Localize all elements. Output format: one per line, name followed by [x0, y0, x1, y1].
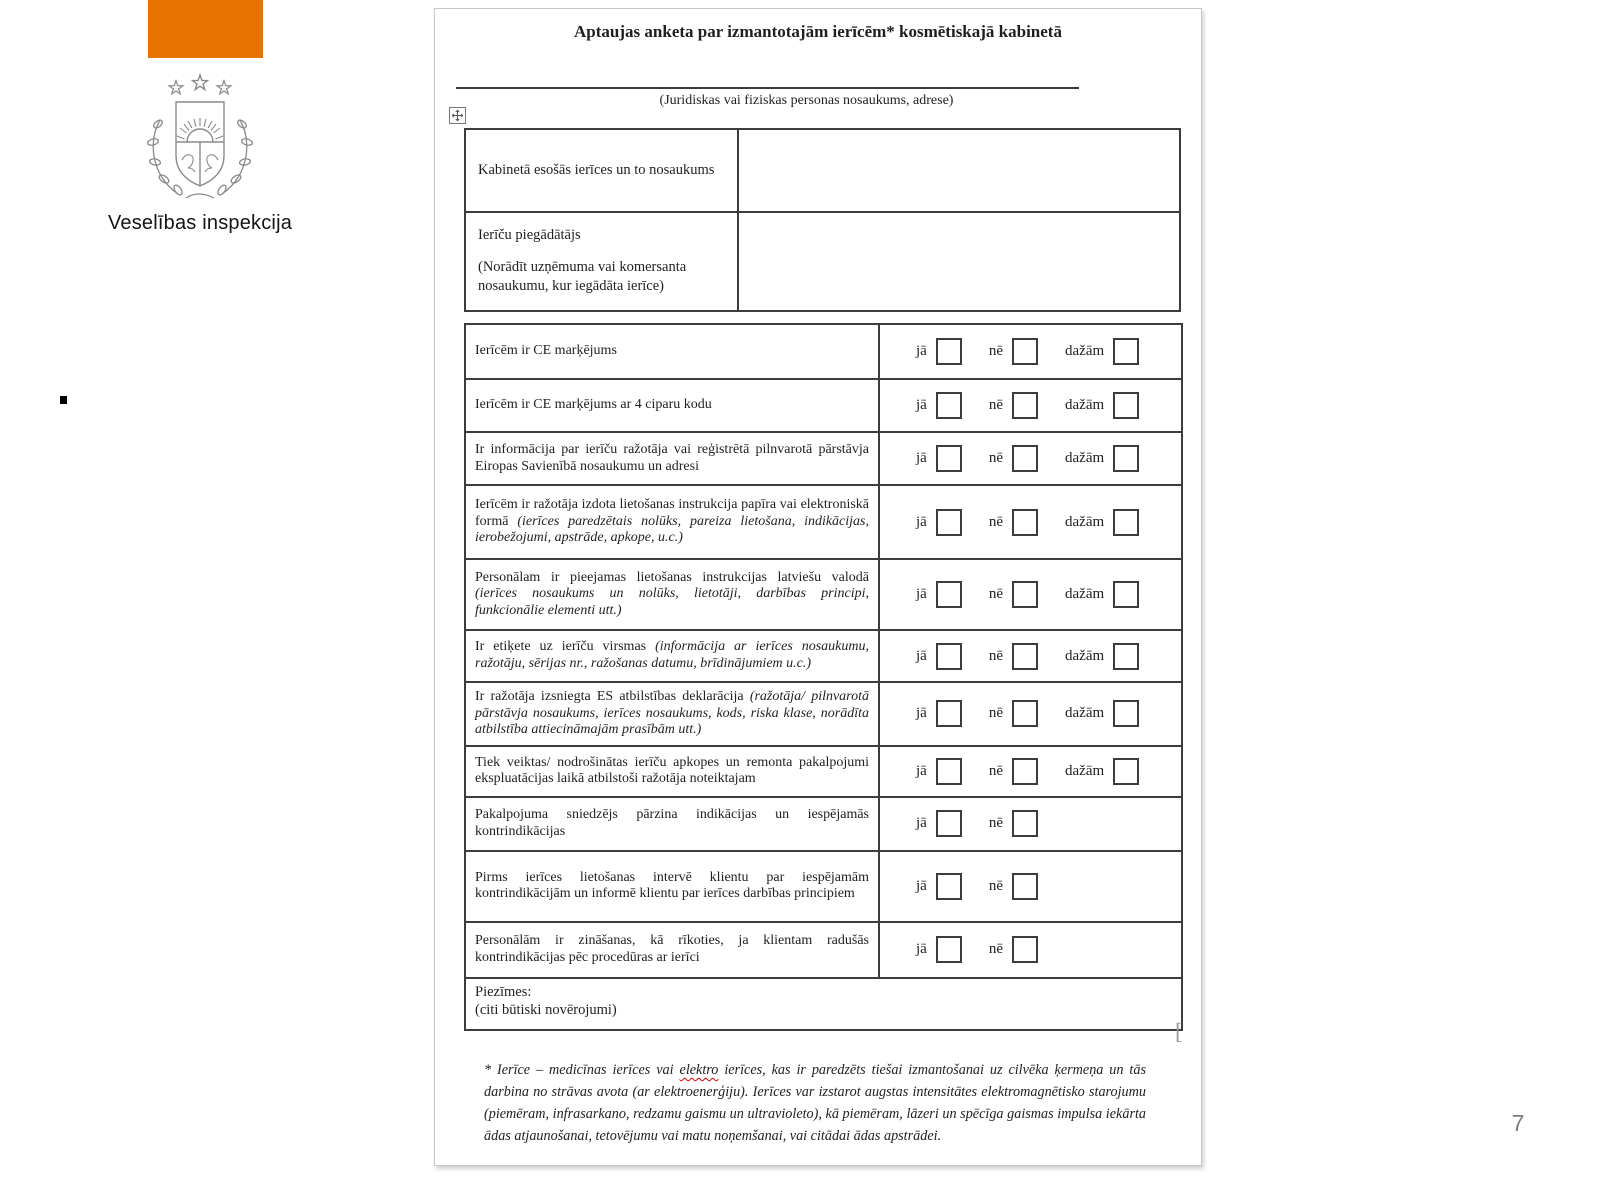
- option-no-label: nē: [988, 397, 1003, 413]
- question-cell: [465, 851, 879, 922]
- option-yes-checkbox[interactable]: [936, 643, 962, 670]
- info-table: [464, 128, 1181, 312]
- option-yes: [916, 873, 962, 900]
- option-some-checkbox[interactable]: [1113, 758, 1139, 785]
- options-cell: [879, 432, 1182, 485]
- info-row-label: Ierīču piegādātājs: [478, 227, 581, 244]
- question-text: Ierīcēm ir CE marķējums ar 4 ciparu kodu: [475, 397, 712, 413]
- option-some-label: dažām: [1065, 705, 1105, 722]
- bullet-marker: [60, 396, 67, 404]
- option-no-label: nē: [988, 762, 1003, 779]
- options-cell: [879, 797, 1182, 851]
- question-text: Ir informācija par ierīču ražotāja vai reģistrētā pilnvarotā pārstāvja Eiropas Savienībā nosaukumu un adresi: [475, 441, 869, 474]
- option-some: [1065, 758, 1139, 785]
- checklist-row: [465, 922, 1182, 978]
- document-page: [434, 8, 1202, 1166]
- info-row-value-field[interactable]: [738, 212, 1180, 311]
- option-yes: [916, 445, 962, 472]
- option-no: [989, 509, 1038, 536]
- option-no-label: nē: [988, 647, 1003, 664]
- option-yes-label: jā: [916, 815, 927, 832]
- option-yes-label: jā: [916, 941, 927, 958]
- options-cell: [879, 379, 1182, 432]
- question-cell: [465, 797, 879, 851]
- option-yes-label: jā: [916, 877, 927, 894]
- option-some-checkbox[interactable]: [1113, 581, 1139, 608]
- option-some-label: dažām: [1065, 513, 1105, 530]
- option-some-checkbox[interactable]: [1113, 643, 1139, 670]
- question-note: (ierīces paredzētais nolūks, pareiza lietošana, indikācijas, ierobežojumi, apstrāde, apkope, u.c.): [475, 513, 869, 546]
- option-yes: [916, 700, 962, 727]
- checklist-row: [465, 559, 1182, 630]
- options-group: [916, 509, 1175, 536]
- signature-line: [456, 87, 1079, 89]
- option-yes: [916, 509, 962, 536]
- question-note: (ierīces nosaukums un nolūks, lietotāji, darbības principi, funkcionālie elementi utt.): [475, 586, 869, 618]
- question-note: (ražotāja/ pilnvarotā pārstāvja nosaukums, ierīces nosaukums, kods, riska klase, norādīta atbilstība attiecināmajām prasībām utt.): [475, 689, 870, 738]
- option-some: [1065, 445, 1139, 472]
- option-yes-label: jā: [916, 705, 927, 722]
- info-table-row: [465, 129, 1180, 212]
- option-no-label: nē: [988, 513, 1003, 530]
- option-no-label: nē: [988, 815, 1003, 832]
- end-of-cell-marker: [: [1175, 1019, 1183, 1044]
- option-yes-checkbox[interactable]: [936, 810, 962, 837]
- option-yes-label: jā: [916, 450, 927, 466]
- option-some-label: dažām: [1065, 647, 1105, 664]
- brand-accent-bar: [148, 0, 263, 58]
- option-yes: [916, 338, 962, 365]
- coat-of-arms-icon: [138, 72, 263, 204]
- options-group: [916, 873, 1175, 900]
- options-group: [916, 338, 1175, 365]
- veselibas-inspekcija-logo: [100, 72, 300, 235]
- option-no-checkbox[interactable]: [1012, 392, 1038, 419]
- info-row-sublabel: (Norādīt uzņēmuma vai komersanta nosaukumu, kur iegādāta ierīce): [478, 258, 687, 295]
- option-yes-label: jā: [916, 586, 927, 602]
- question-cell: [465, 922, 879, 978]
- option-no: [989, 700, 1038, 727]
- options-group: [916, 581, 1175, 608]
- option-no: [989, 392, 1038, 419]
- option-no: [989, 338, 1038, 365]
- option-yes-label: jā: [916, 513, 927, 530]
- options-group: [916, 643, 1175, 670]
- options-cell: [879, 851, 1182, 922]
- question-text: Tiek veiktas/ nodrošinātas ierīču apkopes un remonta pakalpojumi ekspluatācijas laikā atbilstoši ražotāja noteiktajam: [475, 754, 869, 787]
- option-no-label: nē: [988, 586, 1003, 602]
- question-cell: [465, 559, 879, 630]
- notes-line2: (citi būtiski novērojumi): [475, 1002, 617, 1019]
- checklist-row: [465, 324, 1182, 379]
- option-some: [1065, 643, 1139, 670]
- option-no: [989, 445, 1038, 472]
- footnote: [484, 1059, 1146, 1147]
- org-name-label: Veselības inspekcija: [107, 212, 293, 234]
- option-no-checkbox[interactable]: [1012, 581, 1038, 608]
- question-text: Ir etiķete uz ierīču virsmas: [475, 639, 647, 655]
- question-text: Ierīcēm ir CE marķējums: [475, 343, 617, 359]
- signature-line-caption: (Juridiskas vai fiziskas personas nosaukums, adrese): [659, 93, 954, 108]
- move-arrows-icon: [452, 110, 463, 121]
- option-yes: [916, 758, 962, 785]
- question-cell: [465, 432, 879, 485]
- options-group: [916, 936, 1175, 963]
- footnote-prefix: * Ierīce – medicīnas ierīces vai: [484, 1062, 680, 1078]
- info-row-label: Kabinetā esošās ierīces un to nosaukums: [478, 161, 715, 178]
- slide-page-number: 7: [1511, 1110, 1525, 1136]
- question-cell: [465, 746, 879, 797]
- option-no: [989, 581, 1038, 608]
- option-no-checkbox[interactable]: [1012, 873, 1038, 900]
- question-text: Personālam ir pieejamas lietošanas instrukcijas latviešu valodā: [475, 569, 869, 585]
- option-some: [1065, 338, 1139, 365]
- option-no: [989, 758, 1038, 785]
- option-yes-checkbox[interactable]: [936, 758, 962, 785]
- document-title: Aptaujas anketa par izmantotajām ierīcēm* kosmētiskajā kabinetā: [574, 22, 1062, 41]
- option-some-label: dažām: [1065, 762, 1105, 779]
- checklist-row: [465, 746, 1182, 797]
- option-some-checkbox[interactable]: [1113, 700, 1139, 727]
- options-cell: [879, 559, 1182, 630]
- options-cell: [879, 746, 1182, 797]
- question-cell: [465, 485, 879, 559]
- option-yes-checkbox[interactable]: [936, 445, 962, 472]
- option-no: [989, 810, 1038, 837]
- option-yes-checkbox[interactable]: [936, 700, 962, 727]
- options-cell: [879, 922, 1182, 978]
- option-yes: [916, 392, 962, 419]
- option-some: [1065, 509, 1139, 536]
- option-yes-checkbox[interactable]: [936, 581, 962, 608]
- question-text: Personālām ir zināšanas, kā rīkoties, ja klientam radušās kontrindikācijas pēc procedūras ar ierīci: [475, 933, 869, 965]
- option-no-checkbox[interactable]: [1012, 338, 1038, 365]
- question-text: Pirms ierīces lietošanas intervē klientu par iespējamām kontrindikācijām un informē klientu par ierīces darbības principiem: [475, 869, 869, 902]
- checklist-row: [465, 682, 1182, 746]
- option-no-checkbox[interactable]: [1012, 700, 1038, 727]
- question-cell: [465, 682, 879, 746]
- option-some-label: dažām: [1065, 397, 1105, 413]
- notes-row: [465, 978, 1182, 1030]
- checklist-table-body: [465, 324, 1182, 1030]
- notes-line1: Piezīmes:: [475, 983, 532, 1000]
- option-no-label: nē: [988, 877, 1003, 894]
- option-no-checkbox[interactable]: [1012, 445, 1038, 472]
- option-no-checkbox[interactable]: [1012, 810, 1038, 837]
- checklist-row: [465, 630, 1182, 682]
- options-cell: [879, 682, 1182, 746]
- option-yes-checkbox[interactable]: [936, 936, 962, 963]
- option-no-checkbox[interactable]: [1012, 643, 1038, 670]
- option-some-checkbox[interactable]: [1113, 445, 1139, 472]
- option-yes-checkbox[interactable]: [936, 873, 962, 900]
- checklist-row: [465, 797, 1182, 851]
- question-cell: [465, 379, 879, 432]
- info-table-row: [465, 212, 1180, 311]
- info-table-body: [465, 129, 1180, 311]
- option-yes-label: jā: [916, 343, 927, 359]
- option-some: [1065, 581, 1139, 608]
- options-group: [916, 445, 1175, 472]
- notes-cell[interactable]: [465, 978, 1182, 1030]
- option-yes-checkbox[interactable]: [936, 392, 962, 419]
- option-yes: [916, 810, 962, 837]
- option-some: [1065, 700, 1139, 727]
- option-no-checkbox[interactable]: [1012, 758, 1038, 785]
- option-no-checkbox[interactable]: [1012, 509, 1038, 536]
- option-some-checkbox[interactable]: [1113, 509, 1139, 536]
- checklist-row: [465, 432, 1182, 485]
- option-yes: [916, 643, 962, 670]
- checklist-table: [464, 323, 1183, 1031]
- option-some-label: dažām: [1065, 343, 1105, 359]
- option-no: [989, 643, 1038, 670]
- option-some-label: dažām: [1065, 450, 1105, 466]
- option-yes-checkbox[interactable]: [936, 338, 962, 365]
- options-cell: [879, 630, 1182, 682]
- option-yes: [916, 581, 962, 608]
- option-yes-label: jā: [916, 762, 927, 779]
- checklist-row: [465, 485, 1182, 559]
- question-text: Ir ražotāja izsniegta ES atbilstības deklarācija: [475, 689, 744, 704]
- options-group: [916, 392, 1175, 419]
- option-yes-checkbox[interactable]: [936, 509, 962, 536]
- checklist-row: [465, 851, 1182, 922]
- option-some-checkbox[interactable]: [1113, 392, 1139, 419]
- option-yes-label: jā: [916, 647, 927, 664]
- option-no: [989, 936, 1038, 963]
- question-text: Ierīcēm ir ražotāja izdota lietošanas instrukcija papīra vai elektroniskā formā: [475, 497, 869, 529]
- option-no-label: nē: [988, 705, 1003, 722]
- footnote-suffix: ierīces, kas ir paredzēts tiešai izmantošanai uz cilvēka ķermeņa un tās darbina no strāvas avota (ar elektroenerģiju). Ierīces var izstarot augstas intensitātes elektromagnētisko starojumu (piemēram, infrasarkano, redzamu gaismu un ultravioleto), kā piemēram, lāzeri un spēcīga gaismas impulsa iekārta ādas atjaunošanai, tetovējumu vai matu noņemšanai, vai citādai ādas apstrādei.: [484, 1062, 1146, 1144]
- option-no-checkbox[interactable]: [1012, 936, 1038, 963]
- option-no-label: nē: [988, 941, 1003, 958]
- question-cell: [465, 324, 879, 379]
- checklist-row: [465, 379, 1182, 432]
- table-move-handle-icon[interactable]: [449, 107, 466, 124]
- options-group: [916, 700, 1175, 727]
- question-cell: [465, 630, 879, 682]
- options-cell: [879, 485, 1182, 559]
- options-cell: [879, 324, 1182, 379]
- option-yes-label: jā: [916, 397, 927, 413]
- info-row-label-cell: [465, 129, 738, 212]
- question-text: Pakalpojuma sniedzējs pārzina indikācijas un iespējamās kontrindikācijas: [475, 807, 869, 839]
- options-group: [916, 758, 1175, 785]
- info-row-value-field[interactable]: [738, 129, 1180, 212]
- info-row-label-cell: [465, 212, 738, 311]
- option-no-label: nē: [988, 343, 1003, 359]
- option-no-label: nē: [988, 450, 1003, 466]
- option-yes: [916, 936, 962, 963]
- option-some-label: dažām: [1065, 586, 1105, 602]
- option-some: [1065, 392, 1139, 419]
- option-no: [989, 873, 1038, 900]
- footnote-misspelled-word: elektro: [679, 1062, 719, 1078]
- question-note: (informācija ar ierīces nosaukumu, ražotāju, sērijas nr., ražošanas datumu, brīdinājumiem u.c.): [475, 639, 870, 671]
- options-group: [916, 810, 1175, 837]
- option-some-checkbox[interactable]: [1113, 338, 1139, 365]
